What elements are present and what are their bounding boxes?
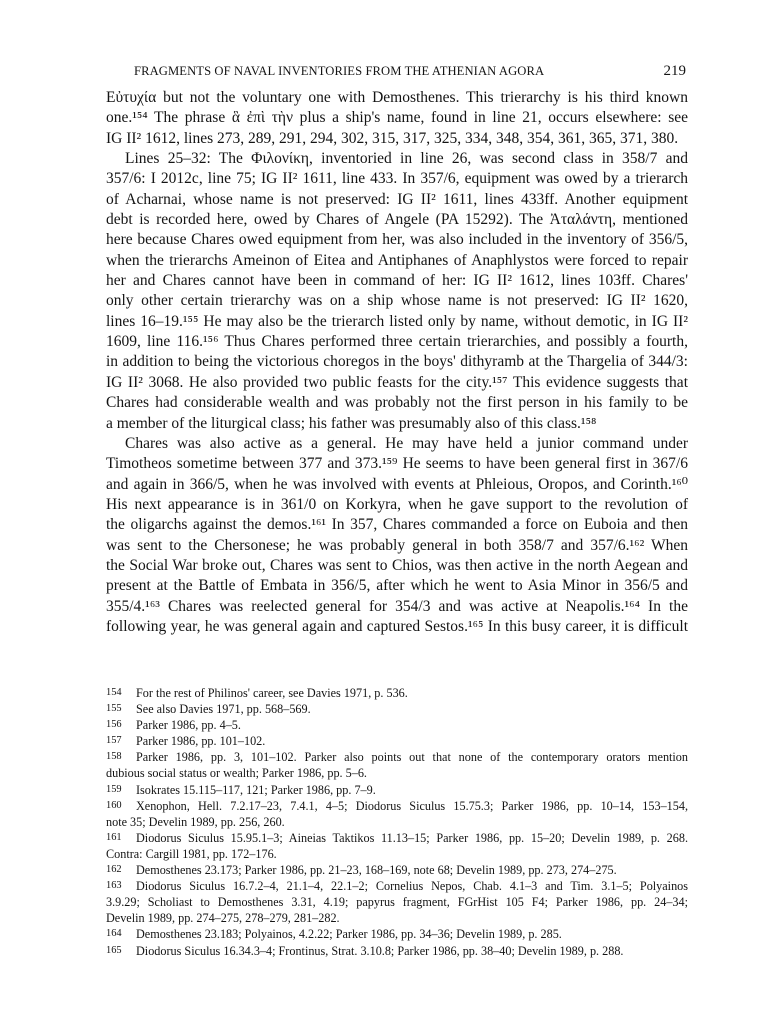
paragraph bbox=[106, 149, 688, 434]
footnote-number: 162 bbox=[106, 864, 122, 876]
running-head: FRAGMENTS OF NAVAL INVENTORIES FROM THE ATHENIAN AGORA bbox=[134, 64, 545, 78]
text-line: of Acharnai, whose name is not preserved: IG II² 1611, lines 433ff. Another equipment bbox=[106, 190, 688, 208]
footnote-text: Develin 1989, pp. 274–275, 278–279, 281–282. bbox=[106, 911, 340, 926]
footnote-number: 161 bbox=[106, 831, 122, 843]
text-line: in addition to being the victorious choregos in the boys' dithyramb at the Thargelia of 344/3: bbox=[106, 353, 688, 371]
footnote-number: 154 bbox=[106, 687, 122, 698]
text-line: one.¹⁵⁴ The phrase ἃ ἐπὶ τὴν plus a ship's name, found in line 21, occurs elsewhere: see bbox=[106, 109, 688, 127]
footnote-number: 164 bbox=[106, 928, 122, 940]
footnote bbox=[106, 878, 688, 926]
text-line: when the trierarchs Ameinon of Eitea and Antiphanes of Anaphlystos were forced to repair bbox=[106, 251, 688, 269]
text-line: debt is recorded here, owed by Chares of Angele (PA 15292). The Ἀταλάντη, mentioned bbox=[106, 211, 688, 229]
text-line: her and Chares cannot have been in command of her: IG II² 1612, lines 103ff. Chares' bbox=[106, 272, 688, 290]
footnote bbox=[106, 830, 688, 862]
footnote-text: Diodorus Siculus 15.95.1–3; Aineias Taktikos 11.13–15; Parker 1986, pp. 15–20; Develin 1989, p. 268. bbox=[136, 830, 688, 845]
text-line: 1609, line 116.¹⁵⁶ Thus Chares performed three certain trierarchies, and possibly a fourth, bbox=[106, 333, 688, 351]
footnote-text: For the rest of Philinos' career, see Davies 1971, p. 536. bbox=[136, 686, 408, 700]
footnote-number: 163 bbox=[106, 880, 122, 892]
text-line: here because Chares owed equipment from her, was also included in the inventory of 356/5, bbox=[106, 231, 688, 249]
footnote-number: 157 bbox=[106, 735, 122, 747]
footnote-text: Xenophon, Hell. 7.2.17–23, 7.4.1, 4–5; Diodorus Siculus 15.75.3; Parker 1986, pp. 10–14, 153–154, bbox=[136, 798, 688, 813]
footnote-number: 160 bbox=[106, 799, 122, 811]
text-line: Chares was also active as a general. He may have held a junior command under bbox=[125, 434, 688, 452]
text-line: His next appearance is in 361/0 on Korkyra, when he gave support to the revolution of bbox=[106, 495, 688, 513]
text-line: present at the Battle of Embata in 356/5, after which he went to Asia Minor in 356/5 and bbox=[106, 577, 688, 595]
footnote-number: 165 bbox=[106, 944, 122, 956]
footnote-number: 156 bbox=[106, 719, 122, 731]
footnote bbox=[106, 749, 688, 781]
footnote-text: Demosthenes 23.173; Parker 1986, pp. 21–23, 168–169, note 68; Develin 1989, pp. 273, 274–275. bbox=[136, 863, 617, 878]
footnote-number: 159 bbox=[106, 783, 122, 795]
text-line: a member of the liturgical class; his father was presumably also of this class.¹⁵⁸ bbox=[106, 414, 597, 432]
body-text bbox=[106, 88, 688, 637]
footnote bbox=[106, 701, 688, 717]
footnote-text: Diodorus Siculus 16.34.3–4; Frontinus, Strat. 3.10.8; Parker 1986, pp. 38–40; Develin 1989, p. 288. bbox=[136, 943, 624, 958]
footnote bbox=[106, 733, 688, 749]
text-line: only other certain trierarchy was on a ship whose name is not preserved: IG II² 1620, bbox=[106, 292, 688, 310]
footnote-text: note 35; Develin 1989, pp. 256, 260. bbox=[106, 814, 285, 829]
footnote-text: See also Davies 1971, pp. 568–569. bbox=[136, 702, 311, 717]
text-line: Εὐτυχία but not the voluntary one with Demosthenes. This trierarchy is his third known bbox=[106, 89, 688, 106]
paragraph bbox=[106, 434, 688, 637]
text-line: and again in 366/5, when he was involved with events at Phleious, Oropos, and Corinth.¹⁶⁰ bbox=[106, 475, 688, 493]
footnote-text: Parker 1986, pp. 4–5. bbox=[136, 718, 241, 733]
footnote-text: Demosthenes 23.183; Polyainos, 4.2.22; Parker 1986, pp. 34–36; Develin 1989, p. 285. bbox=[136, 927, 562, 942]
text-line: following year, he was general again and captured Sestos.¹⁶⁵ In this busy career, it is difficult bbox=[106, 617, 688, 635]
footnote bbox=[106, 717, 688, 733]
footnote bbox=[106, 926, 688, 942]
text-line: Lines 25–32: The Φιλονίκη, inventoried in line 26, was second class in 358/7 and bbox=[125, 150, 688, 168]
text-line: IG II² 3068. He also provided two public feasts for the city.¹⁵⁷ This evidence suggests that bbox=[106, 373, 688, 391]
footnote-text: 3.9.29; Scholiast to Demosthenes 3.31, 4.19; papyrus fragment, FGrHist 105 F4; Parker 1986, pp. 24–34; bbox=[106, 895, 688, 910]
text-line: Chares had considerable wealth and was probably not the first person in his family to be bbox=[106, 394, 688, 412]
footnote bbox=[106, 943, 688, 959]
footnote bbox=[106, 862, 688, 878]
text-line: 357/6: I 2012c, line 75; IG II² 1611, line 433. In 357/6, equipment was owed by a trierarch bbox=[106, 170, 688, 188]
text-line: 355/4.¹⁶³ Chares was reelected general for 354/3 and was active at Neapolis.¹⁶⁴ In the bbox=[106, 597, 688, 615]
text-line: the Social War broke out, Chares was sent to Chios, was then active in the north Aegean and bbox=[106, 556, 688, 574]
paragraph bbox=[106, 88, 688, 149]
text-line: lines 16–19.¹⁵⁵ He may also be the trierarch listed only by name, without demotic, in IG II² bbox=[106, 312, 688, 330]
footnote-number: 155 bbox=[106, 703, 122, 715]
footnote-text: Diodorus Siculus 16.7.2–4, 21.1–4, 22.1–2; Cornelius Nepos, Chab. 4.1–3 and Tim. 3.1–5; Polyainos bbox=[136, 879, 688, 894]
text-line: was sent to the Chersonese; he was probably general in both 358/7 and 357/6.¹⁶² When bbox=[106, 536, 688, 554]
text-line: Timotheos sometime between 377 and 373.¹⁵⁹ He seems to have been general first in 367/6 bbox=[106, 455, 688, 473]
footnotes bbox=[106, 685, 688, 959]
footnote bbox=[106, 685, 688, 701]
footnote-number: 158 bbox=[106, 751, 122, 763]
page-number: 219 bbox=[663, 63, 686, 79]
footnote-text: Parker 1986, pp. 3, 101–102. Parker also points out that none of the contemporary orators mention bbox=[136, 750, 688, 765]
footnote bbox=[106, 798, 688, 830]
text-line: the oligarchs against the demos.¹⁶¹ In 357, Chares commanded a force on Euboia and then bbox=[106, 516, 688, 534]
footnote-text: Parker 1986, pp. 101–102. bbox=[136, 734, 266, 749]
footnote-text: dubious social status or wealth; Parker 1986, pp. 5–6. bbox=[106, 766, 367, 781]
text-line: IG II² 1612, lines 273, 289, 291, 294, 302, 315, 317, 325, 334, 348, 354, 361, 365, 371, 380. bbox=[106, 129, 679, 147]
footnote-text: Isokrates 15.115–117, 121; Parker 1986, pp. 7–9. bbox=[136, 782, 376, 797]
footnote bbox=[106, 782, 688, 798]
page-header bbox=[106, 64, 686, 82]
footnote-text: Contra: Cargill 1981, pp. 172–176. bbox=[106, 846, 277, 861]
